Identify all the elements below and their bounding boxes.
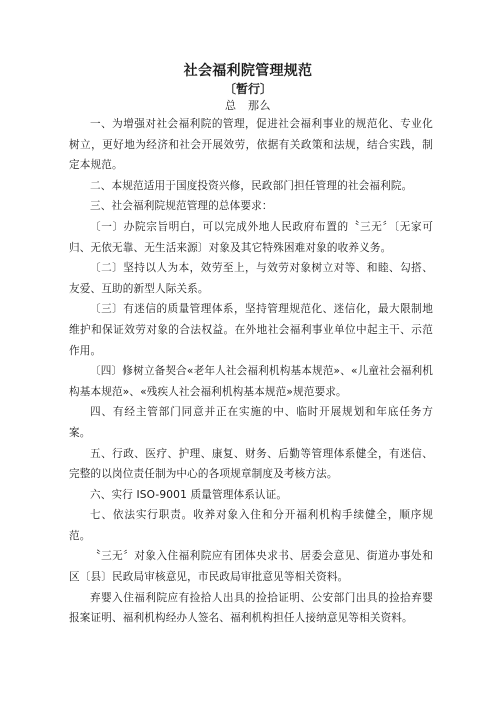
paragraph-12: 〝三无〞对象入住福利院应有团体央求书、居委会意见、街道办事处和区〔县〕民政局审核意见，市民政局审批意见等相关资料。 — [69, 550, 433, 584]
section-heading: 总 那么 — [225, 99, 271, 112]
paragraph-2: 二、本规范适用于国度投资兴修，民政部门担任管理的社会福利院。 — [90, 179, 413, 192]
paragraph-4: 〔一〕办院宗旨明白，可以完成外地人民政府布置的〝三无〞〔无家可归、无依无靠、无生活来源〕对象及其它特殊困难对象的收养义务。 — [69, 220, 433, 254]
paragraph-1: 一、为增强对社会福利院的管理，促进社会福利事业的规范化、专业化树立，更好地为经济和社会开展效劳，依据有关政策和法规，结合实践，制定本规范。 — [69, 118, 433, 172]
paragraph-7: 〔四〕修树立备契合«老年人社会福利机构基本规范»、«儿童社会福利机构基本规范»、«残疾人社会福利机构基本规范»规范要求。 — [69, 365, 433, 398]
paragraph-6: 〔三〕有迷信的质量管理体系，坚持管理规范化、迷信化，最大限制地维护和保证效劳对象的合法权益。在外地社会福利事业单位中起主干、示范作用。 — [69, 303, 433, 357]
paragraph-3: 三、社会福利院规范管理的总体要求： — [90, 200, 273, 213]
paragraph-11: 七、依法实行职责。收养对象入住和分开福利机构手续健全，顺序规范。 — [69, 509, 433, 542]
paragraph-5: 〔二〕坚持以人为本，效劳至上，与效劳对象树立对等、和睦、勾搭、友爱、互助的新型人际关系。 — [69, 262, 433, 295]
document-body — [69, 114, 433, 629]
paragraph-8: 四、有经主管部门同意并正在实施的中、临时开展规划和年底任务方案。 — [69, 406, 433, 439]
paragraph-13: 弃婴入住福利院应有捡拾人出具的捡拾证明、公安部门出具的捡拾弃婴报案证明、福利机构经办人签名、福利机构担任人接纳意见等相关资料。 — [69, 591, 433, 625]
document-subtitle: 〔暂行〕 — [223, 82, 272, 96]
paragraph-9: 五、行政、医疗、护理、康复、财务、后勤等管理体系健全，有迷信、完整的以岗位责任制为中心的各项规章制度及考核方法。 — [69, 447, 433, 481]
paragraph-10: 六、实行 ISO-9001 质量管理体系认证。 — [90, 488, 288, 501]
document-title: 社会福利院管理规范 — [183, 63, 313, 79]
